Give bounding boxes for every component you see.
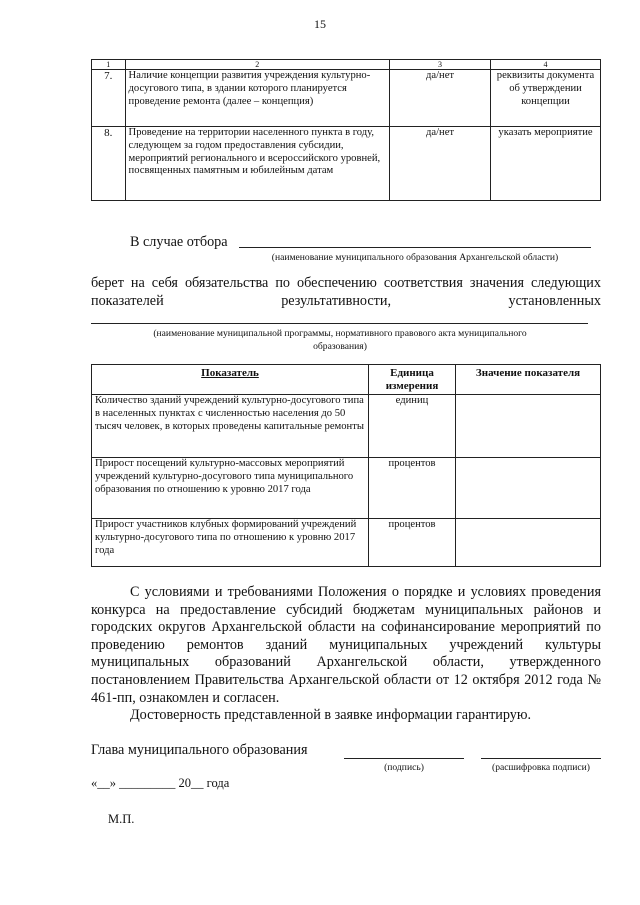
indicator-text: Прирост участников клубных формирований учреждений культурно-досугового типа по отношению к уровню 2017 года <box>92 519 369 567</box>
commitment-text: берет на себя обязательства по обеспечению соответствия значения следующих показателей результативности, установленных <box>91 275 601 309</box>
criteria-table <box>91 59 601 201</box>
header-cell: 3 <box>389 60 490 70</box>
row-number: 7. <box>92 70 126 127</box>
date-line: «__» _________ 20__ года <box>91 776 230 790</box>
criterion-text: Наличие концепции развития учреждения культурно-досугового типа, в здании которого планируется проведение ремонта (далее – концепция) <box>125 70 389 127</box>
criterion-answer: да/нет <box>389 70 490 127</box>
table-row <box>92 395 601 458</box>
header-cell: Значение показателя <box>456 365 601 395</box>
indicators-table <box>91 364 601 567</box>
table-row <box>92 70 601 127</box>
table-row <box>92 458 601 519</box>
agreement-paragraph: С условиями и требованиями Положения о порядке и условиях проведения конкурса на предоставление субсидий бюджетам муниципальных районов и городских округов Архангельской области на софинансирование мероприятий по проведению ремонтов зданий муниципальных учреждений культуры муниципальных образований Архангельской области, утвержденного постановлением Правительства Архангельской области от 12 октября 2012 года № 461-пп, ознакомлен и согласен. <box>91 584 601 706</box>
signature-line <box>344 758 464 759</box>
program-caption: (наименование муниципальной программы, нормативного правового акта муниципального образования) <box>153 328 527 352</box>
table-header-row <box>92 365 601 395</box>
indicator-value <box>456 395 601 458</box>
municipality-line <box>239 247 591 248</box>
header-cell: 1 <box>92 60 126 70</box>
row-number: 8. <box>92 127 126 201</box>
signatory-title: Глава муниципального образования <box>91 742 308 758</box>
indicator-text: Количество зданий учреждений культурно-досугового типа в населенных пунктах с численностью населения до 50 тысяч человек, в которых проведены капитальные ремонты <box>92 395 369 458</box>
criterion-note: реквизиты документа об утверждении концепции <box>491 70 601 127</box>
indicator-text: Прирост посещений культурно-массовых мероприятий учреждений культурно-досугового типа муниципального образования по отношению к уровню 2017 года <box>92 458 369 519</box>
indicator-value <box>456 458 601 519</box>
indicator-value <box>456 519 601 567</box>
header-cell: 4 <box>491 60 601 70</box>
indicator-unit: процентов <box>369 458 456 519</box>
signature-decode-caption: (расшифровка подписи) <box>492 762 590 773</box>
guarantee-paragraph: Достоверность представленной в заявке информации гарантирую. <box>130 707 532 723</box>
header-cell: Показатель <box>92 365 369 395</box>
indicator-unit: единиц <box>369 395 456 458</box>
header-cell: 2 <box>125 60 389 70</box>
table-row <box>92 127 601 201</box>
criterion-answer: да/нет <box>389 127 490 201</box>
table-header-row <box>92 60 601 70</box>
header-cell: Единица измерения <box>369 365 456 395</box>
signature-caption: (подпись) <box>384 762 424 773</box>
page-number: 15 <box>314 17 326 31</box>
municipality-caption: (наименование муниципального образования Архангельской области) <box>271 252 559 263</box>
table-row <box>92 519 601 567</box>
selection-lead: В случае отбора <box>130 234 228 250</box>
stamp-placeholder: М.П. <box>108 812 135 826</box>
program-line <box>91 323 588 324</box>
criterion-text: Проведение на территории населенного пункта в году, следующем за годом предоставления субсидии, мероприятий регионального и всероссийского уровней, посвященных памятным и юбилейным датам <box>125 127 389 201</box>
signature-decode-line <box>481 758 601 759</box>
criterion-note: указать мероприятие <box>491 127 601 201</box>
indicator-unit: процентов <box>369 519 456 567</box>
